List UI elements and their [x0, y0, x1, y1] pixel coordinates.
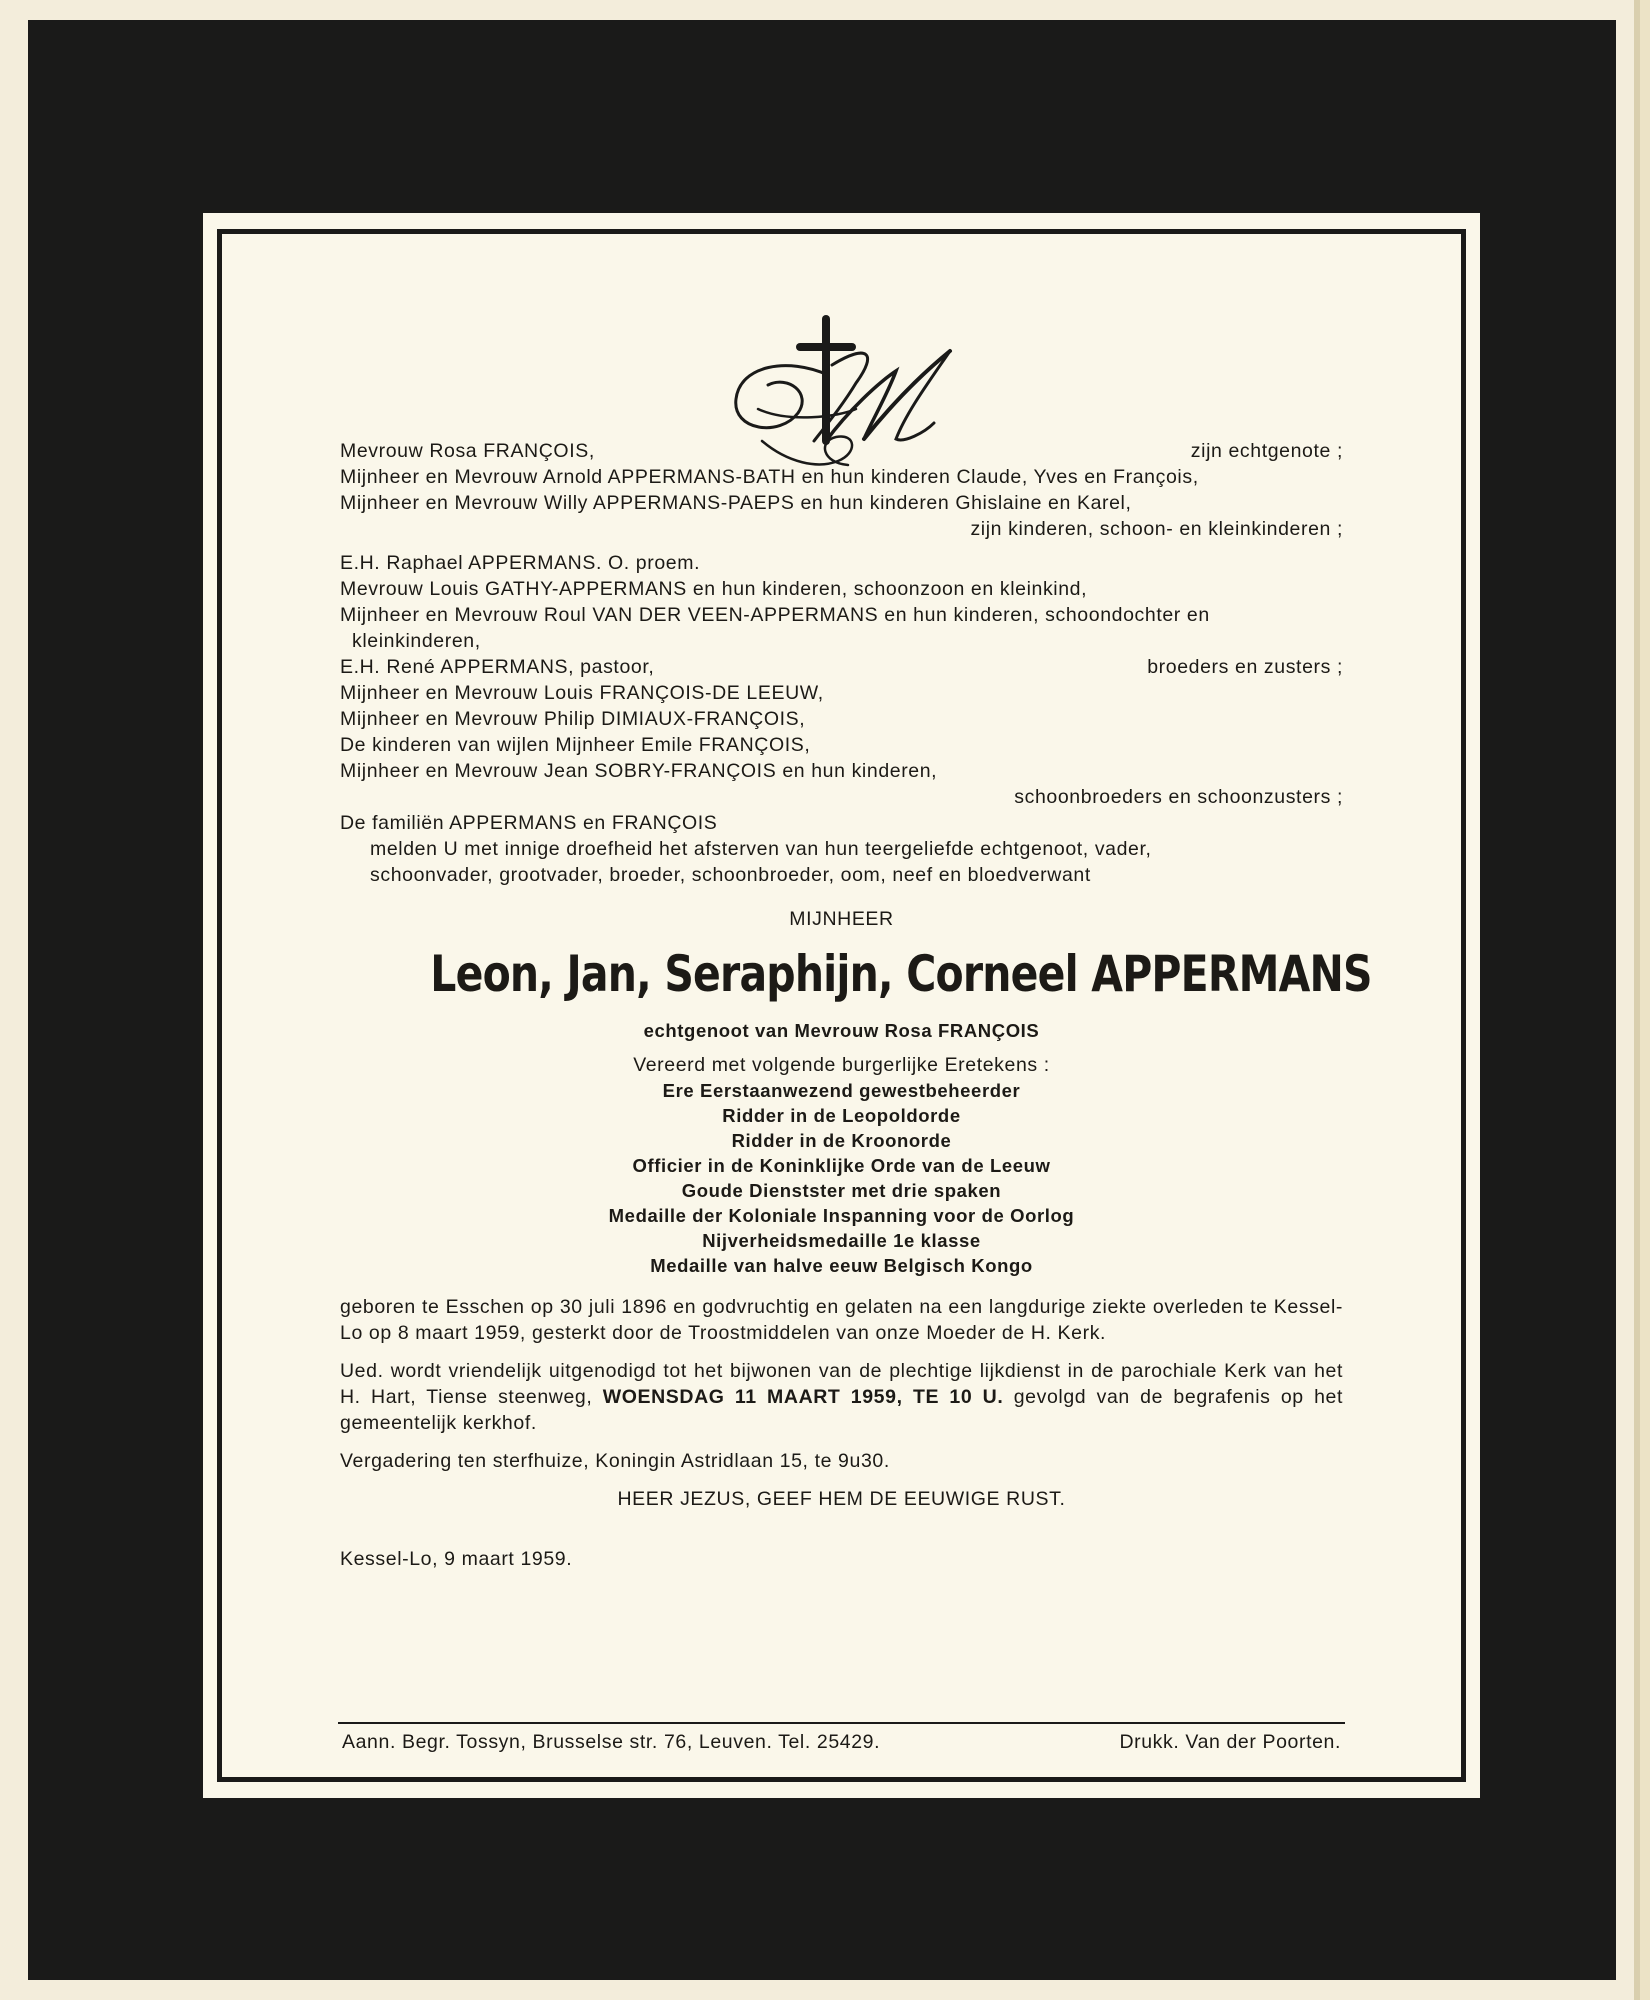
announcement-text — [340, 438, 1372, 1572]
announce-line: schoonvader, grootvader, broeder, schoonbroeder, oom, neef en bloedverwant — [370, 864, 1091, 886]
header-line: Mijnheer en Mevrouw Arnold APPERMANS-BATH en hun kinderen Claude, Yves en François, — [340, 466, 1199, 488]
death-notice-card — [203, 213, 1480, 1798]
honors-list — [340, 1078, 1343, 1278]
honor-item: Medaille der Koloniale Inspanning voor de Oorlog — [608, 1205, 1075, 1226]
header-line: De kinderen van wijlen Mijnheer Emile FRANÇOIS, — [340, 734, 811, 756]
salutation: MIJNHEER — [789, 908, 894, 930]
header-line: De familiën APPERMANS en FRANÇOIS — [340, 812, 718, 834]
prayer-line: HEER JEZUS, GEEF HEM DE EEUWIGE RUST. — [617, 1488, 1066, 1510]
service-date: WOENSDAG 11 MAART 1959, TE 10 U. — [602, 1386, 1004, 1408]
black-mourning-border — [28, 20, 1616, 1980]
honor-item: Ridder in de Kroonorde — [731, 1130, 952, 1151]
header-line: Mijnheer en Mevrouw Philip DIMIAUX-FRANÇOIS, — [340, 708, 806, 730]
honors-intro: Vereerd met volgende burgerlijke Eretekens : — [633, 1054, 1050, 1076]
header-line: Mijnheer en Mevrouw Roul VAN DER VEEN-APPERMANS en hun kinderen, schoondochter en — [340, 604, 1210, 626]
honor-item: Nijverheidsmedaille 1e klasse — [702, 1230, 981, 1251]
header-line: Mijnheer en Mevrouw Louis FRANÇOIS-DE LEEUW, — [340, 682, 824, 704]
header-line: kleinkinderen, — [352, 630, 481, 652]
printer-info: Drukk. Van der Poorten. — [1119, 1731, 1341, 1753]
header-line: zijn kinderen, schoon- en kleinkinderen ; — [970, 518, 1343, 540]
header-line: Mevrouw Louis GATHY-APPERMANS en hun kinderen, schoonzoon en kleinkind, — [340, 578, 1088, 600]
honor-item: Ere Eerstaanwezend gewestbeheerder — [662, 1080, 1021, 1101]
invitation-paragraph: Ued. wordt vriendelijk uitgenodigd tot het bijwonen van de plechtige lijkdienst in de parochiale Kerk van het H. Hart, Tiense steenweg, WOENSDAG 11 MAART 1959, TE 10 U. gevolgd van de begrafenis op het gemeentelijk kerkhof. — [340, 1360, 1343, 1434]
honor-item: Officier in de Koninklijke Orde van de Leeuw — [632, 1155, 1051, 1176]
undertaker-info: Aann. Begr. Tossyn, Brusselse str. 76, Leuven. Tel. 25429. — [342, 1731, 881, 1753]
deceased-name: Leon, Jan, Seraphijn, Corneel APPERMANS — [430, 945, 1372, 1003]
gathering-line: Vergadering ten sterfhuize, Koningin Astridlaan 15, te 9u30. — [340, 1450, 890, 1472]
header-line: Mevrouw Rosa FRANÇOIS, zijn echtgenote ; — [340, 440, 1343, 462]
footer-divider — [338, 1722, 1345, 1724]
birth-death-paragraph: geboren te Esschen op 30 juli 1896 en godvruchtig en gelaten na een langdurige ziekte overleden te Kessel-Lo op 8 maart 1959, gesterkt door de Troostmiddelen van onze Moeder de H. Kerk. — [340, 1296, 1343, 1344]
header-line: E.H. Raphael APPERMANS. O. proem. — [340, 552, 701, 574]
honor-item: Ridder in de Leopoldorde — [722, 1105, 961, 1126]
header-line: Mijnheer en Mevrouw Jean SOBRY-FRANÇOIS en hun kinderen, — [340, 760, 938, 782]
header-line: Mijnheer en Mevrouw Willy APPERMANS-PAEPS en hun kinderen Ghislaine en Karel, — [340, 492, 1132, 514]
honor-item: Goude Dienstster met drie spaken — [681, 1180, 1002, 1201]
spouse-line: echtgenoot van Mevrouw Rosa FRANÇOIS — [643, 1020, 1040, 1041]
place-date: Kessel-Lo, 9 maart 1959. — [340, 1548, 573, 1570]
header-line: schoonbroeders en schoonzusters ; — [1014, 786, 1343, 808]
announce-line: melden U met innige droefheid het afsterven van hun teergeliefde echtgenoot, vader, — [370, 838, 1152, 860]
footer — [342, 1731, 1341, 1754]
header-line: E.H. René APPERMANS, pastoor, broeders en zusters ; — [340, 656, 1343, 678]
honor-item: Medaille van halve eeuw Belgisch Kongo — [650, 1255, 1033, 1276]
